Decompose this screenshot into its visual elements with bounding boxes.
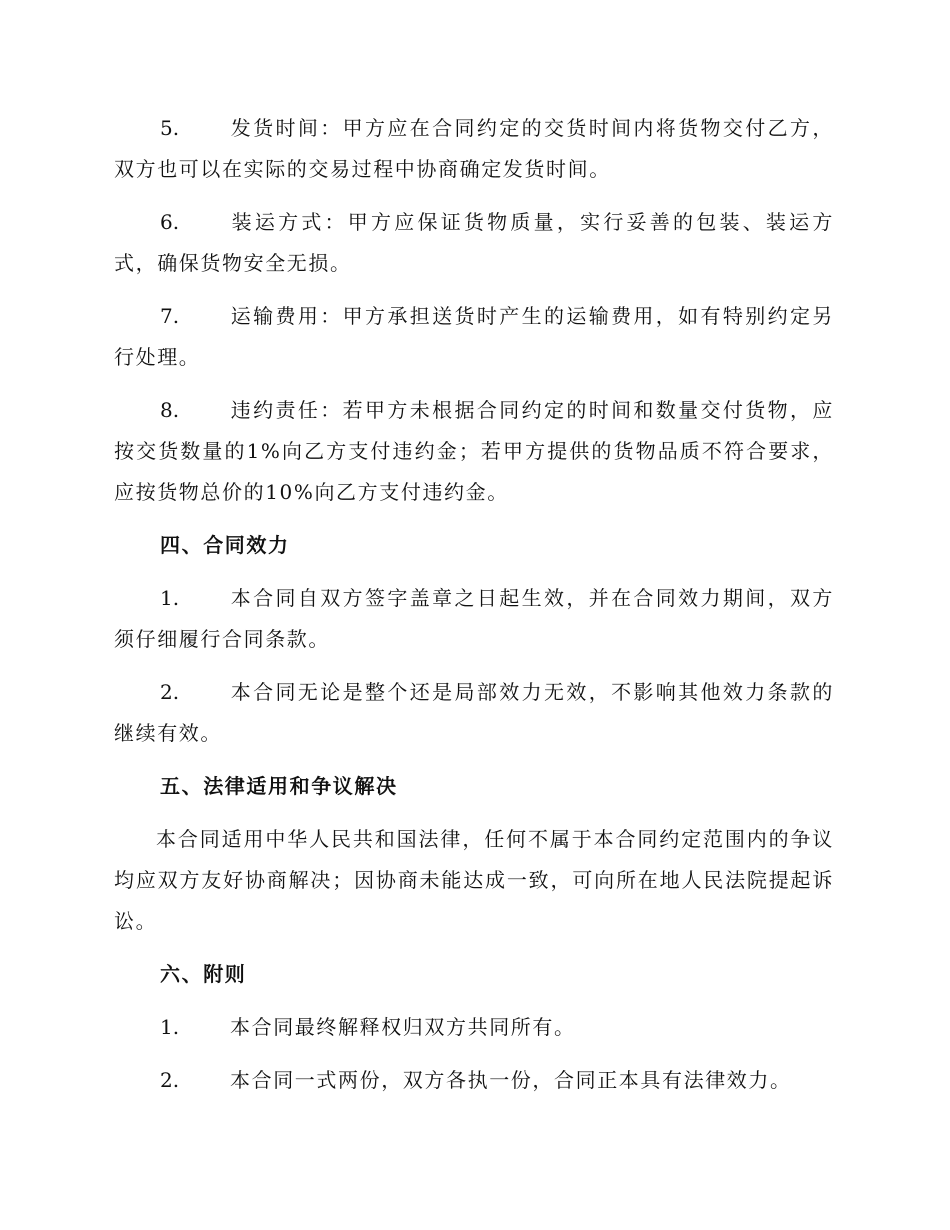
section-heading-effect: 四、合同效力 <box>160 533 290 557</box>
clause-text: 本合同最终解释权归双方共同所有。 <box>230 1015 576 1039</box>
clause-text: 本合同一式两份，双方各执一份，合同正本具有法律效力。 <box>230 1068 792 1092</box>
clause-text: 发货时间：甲方应在合同约定的交货时间内将货物交付乙方，双方也可以在实际的交易过程中协商确定发货时间。 <box>114 116 834 181</box>
clause-number: 2. <box>160 1068 180 1092</box>
clause-number: 5. <box>160 116 180 140</box>
clause-number: 7. <box>160 304 180 328</box>
clause-text: 违约责任：若甲方未根据合同约定的时间和数量交付货物，应按交货数量的1%向乙方支付违约金；若甲方提供的货物品质不符合要求，应按货物总价的10%向乙方支付违约金。 <box>114 398 834 504</box>
effect-clause-1 <box>114 578 834 660</box>
section-heading-law: 五、法律适用和争议解决 <box>160 774 398 798</box>
clause-number: 1. <box>160 586 180 610</box>
clause-number: 2. <box>160 680 180 704</box>
document-page <box>114 108 834 1113</box>
clause-text: 运输费用：甲方承担送货时产生的运输费用，如有特别约定另行处理。 <box>114 304 834 369</box>
clause-7 <box>114 296 834 378</box>
appendix-clause-2 <box>114 1060 834 1101</box>
clause-number: 1. <box>160 1015 180 1039</box>
appendix-clause-1 <box>114 1007 834 1048</box>
law-paragraph: 本合同适用中华人民共和国法律，任何不属于本合同约定范围内的争议均应双方友好协商解决；因协商未能达成一致，可向所在地人民法院提起诉讼。 <box>114 827 834 933</box>
clause-number: 6. <box>160 210 180 234</box>
clause-8 <box>114 390 834 513</box>
effect-clause-2 <box>114 672 834 754</box>
clause-number: 8. <box>160 398 180 422</box>
clause-6 <box>114 202 834 284</box>
clause-5 <box>114 108 834 190</box>
clause-text: 本合同无论是整个还是局部效力无效，不影响其他效力条款的继续有效。 <box>114 680 834 745</box>
clause-text: 本合同自双方签字盖章之日起生效，并在合同效力期间，双方须仔细履行合同条款。 <box>114 586 834 651</box>
section-heading-appendix: 六、附则 <box>160 962 247 986</box>
clause-text: 装运方式：甲方应保证货物质量，实行妥善的包装、装运方式，确保货物安全无损。 <box>114 210 834 275</box>
